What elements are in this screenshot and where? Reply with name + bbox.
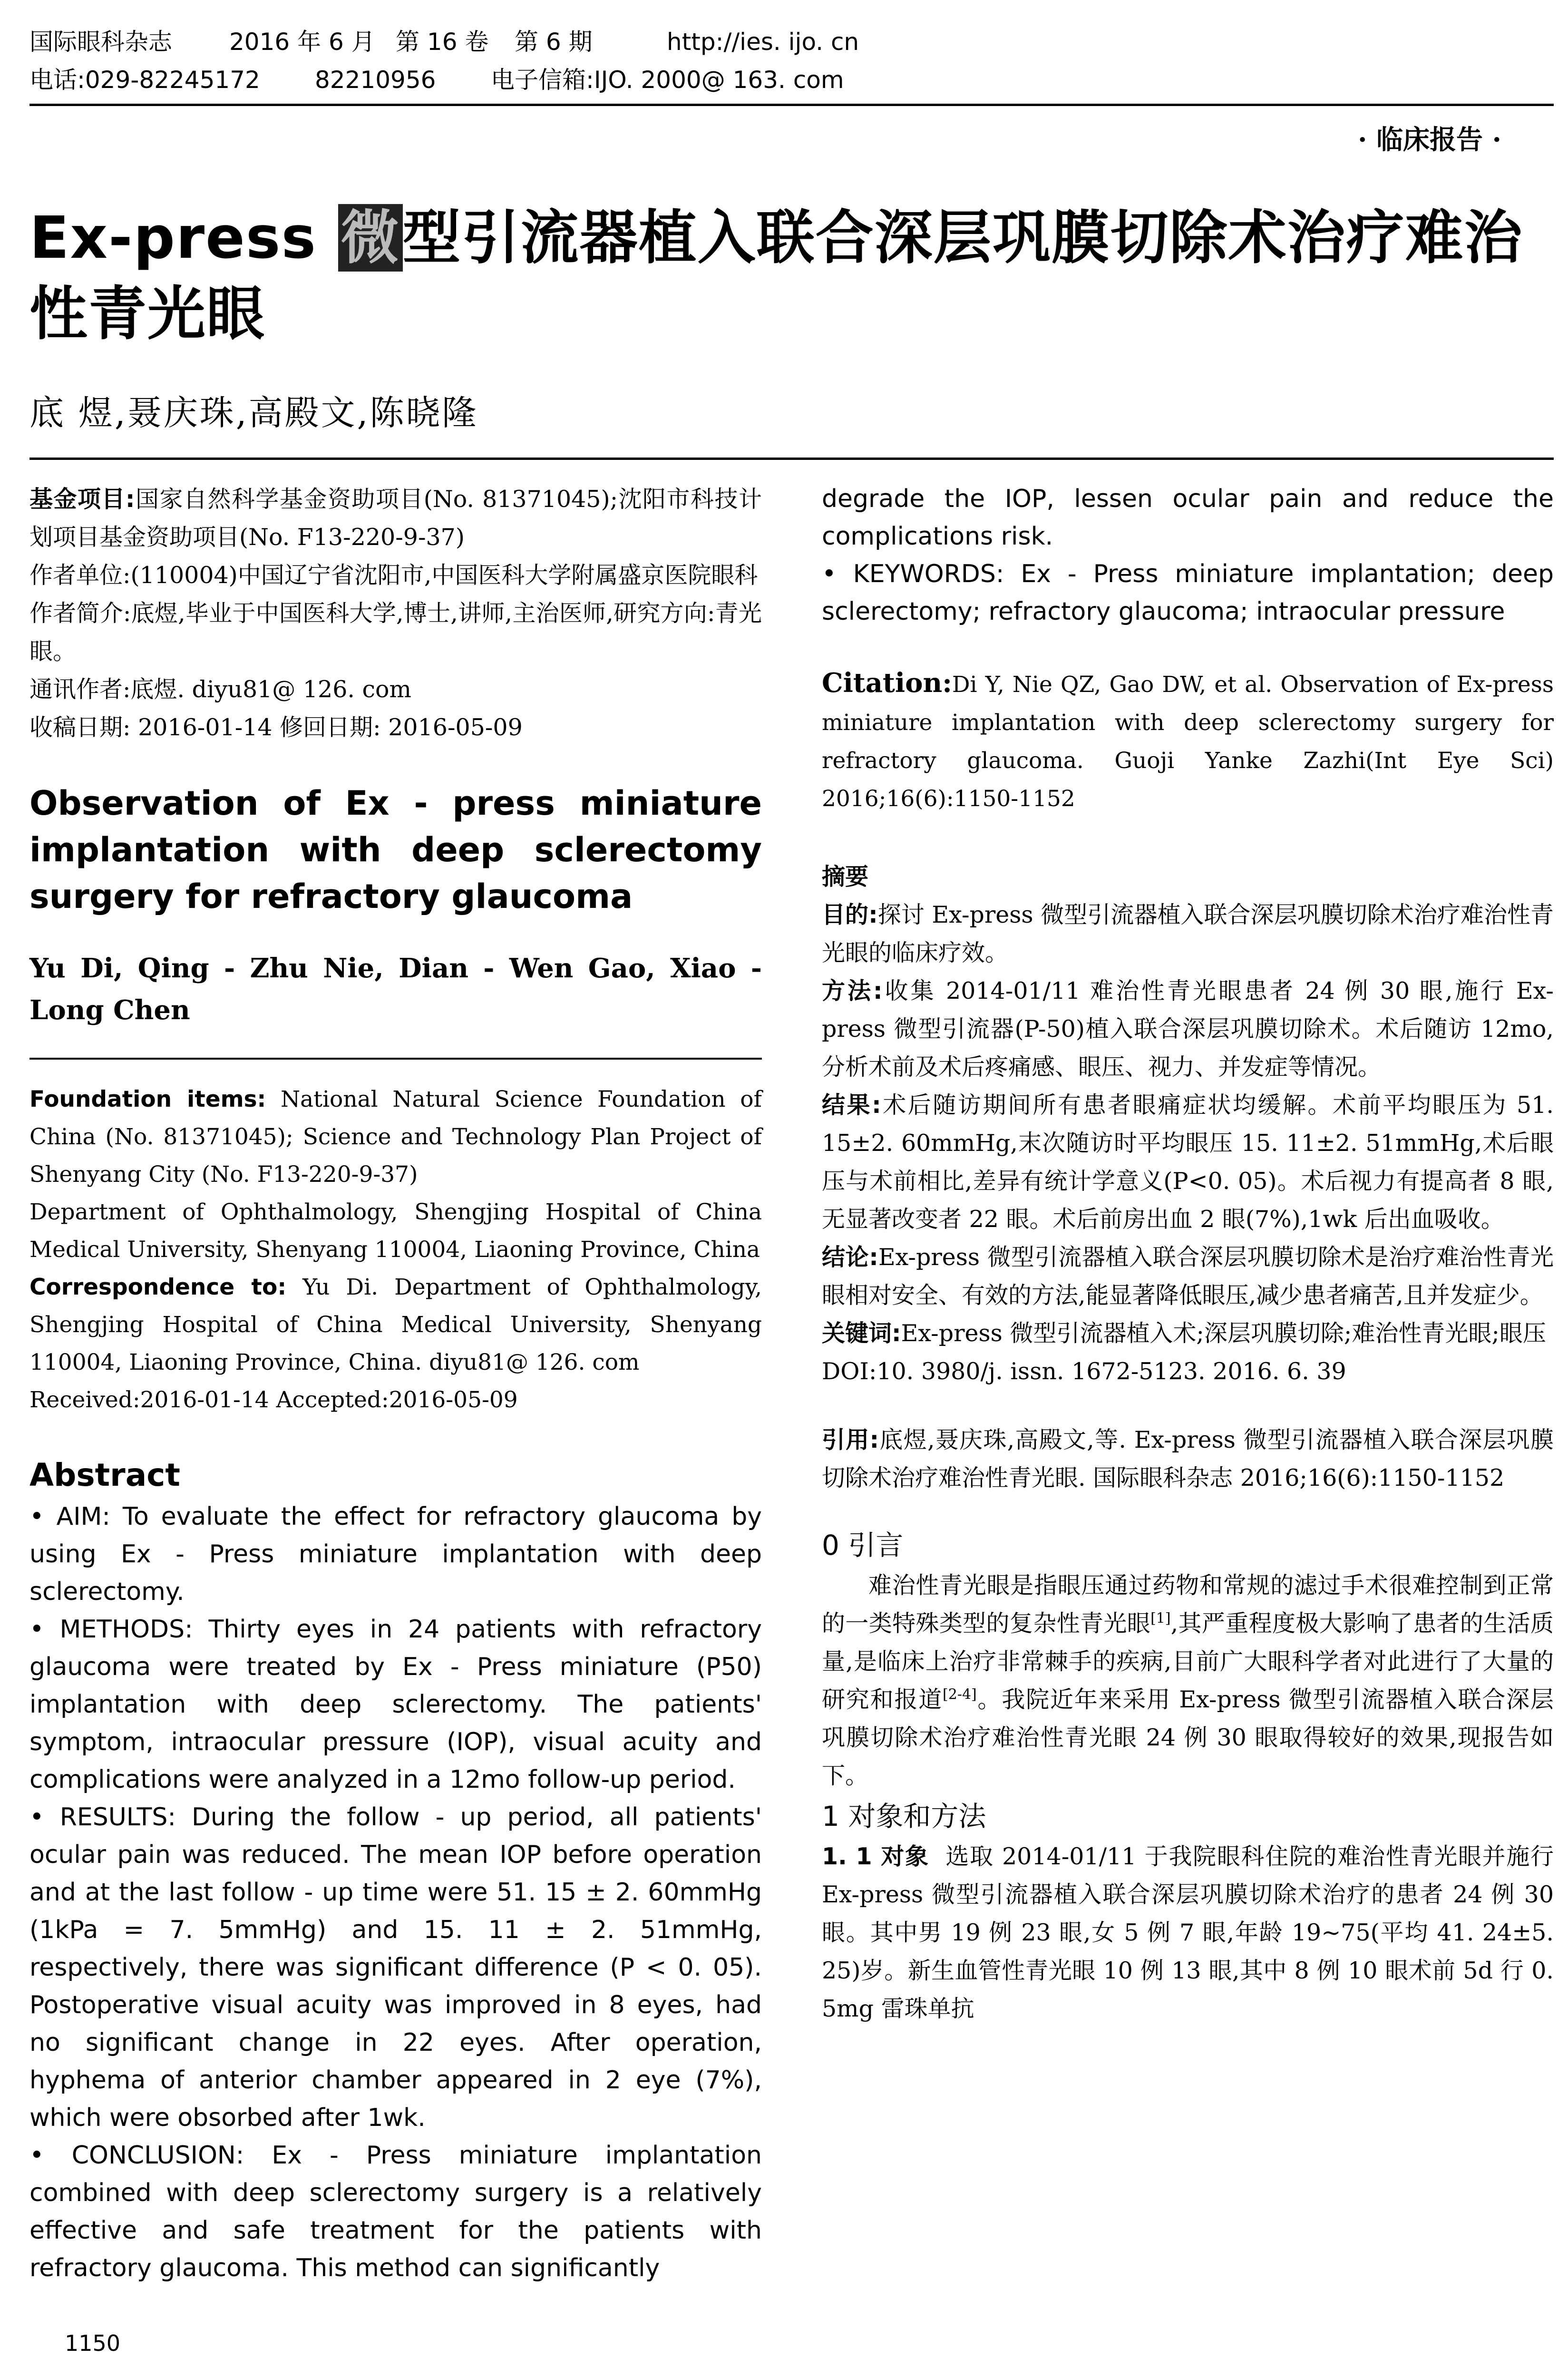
abstract-conclusion: • CONCLUSION: Ex - Press miniature implantation combined with deep sclerectomy surgery is a relatively effective and safe treatment for the patients with refractory glaucoma. This method can significantly [29,2141,762,2282]
journal-header [29,23,1554,99]
authors-cn: 底 煜,聂庆珠,高殿文,陈晓隆 [29,393,478,433]
abstract-methods: • METHODS: Thirty eyes in 24 patients with refractory glaucoma were treated by Ex - Press miniature (P50) implantation with deep sclerectomy. The patients' symptom, intraocular pressure (IOP), visual acuity and complications were analyzed in a 12mo follow-up period. [29,1615,762,1794]
author-bio-cn: 作者简介:底煜,毕业于中国医科大学,博士,讲师,主治医师,研究方向:青光眼。 [29,600,762,665]
methods-paragraph [822,1838,1561,2028]
header-rule [29,104,1554,106]
ref-cn-label: 引用: [822,1426,879,1453]
conclusion-cn-text: Ex-press 微型引流器植入联合深层巩膜切除术是治疗难治性青光眼相对安全、有效的方法,能显著降低眼压,减少患者痛苦,且并发症少。 [822,1244,1554,1309]
article-title-cn [29,200,1554,352]
correspondence-text: Yu Di. Department of Ophthalmology, Shengjing Hospital of China Medical University, Shenyang 110004, Liaoning Province, China. diyu81@ 126. com [29,1274,762,1375]
abstract-results: • RESULTS: During the follow - up period, all patients' ocular pain was reduced. The mean IOP before operation and at the last follow - up time were 51. 15 ± 2. 60mmHg (1kPa = 7. 5mmHg) and 15. 11 ± 2. 51mmHg, respectively, there was significant difference (P < 0. 05). Postoperative visual acuity was improved in 8 eyes, had no significant change in 22 eyes. After operation, hyphema of anterior chamber appeared in 2 eye (7%), which were obsorbed after 1wk. [29,1803,762,2132]
methods-sub-heading: 1. 1 对象 [822,1843,929,1870]
abstract-heading: Abstract [29,1457,180,1493]
funding-label: 基金项目: [29,486,135,513]
intro-paragraph [822,1567,1554,1795]
page-number: 1150 [65,2330,121,2356]
english-title: Observation of Ex - press miniature implantation with deep sclerectomy surgery for refractory glaucoma [29,784,762,916]
issue-date: 2016 年 6 月 [229,28,375,56]
intro-text-1: 难治性青光眼是指眼压通过药物和常规的滤过手术很难控制到正常的一类特殊类型的复杂性青光眼 [822,1572,1554,1637]
department-en: Department of Ophthalmology, Shengjing Hospital of China Medical University, Shenyang 110004, Liaoning Province, China [29,1199,762,1263]
section-tag: · 临床报告 · [1358,124,1501,156]
intro-heading: 0 引言 [822,1529,904,1561]
ref-sup-2: [2-4] [943,1686,977,1703]
aim-cn-label: 目的: [822,901,878,928]
methods-cn-text: 收集 2014-01/11 难治性青光眼患者 24 例 30 眼,施行 Ex-press 微型引流器(P-50)植入联合深层巩膜切除术。术后随访 12mo,分析术前及术后疼痛感、眼压、视力、并发症等情况。 [822,977,1554,1081]
funding-cn-line [29,480,762,556]
ref-sup-1: [1] [1150,1610,1171,1627]
foundation-label: Foundation items: [29,1086,266,1112]
abstract-cn-heading: 摘要 [822,863,869,890]
methods-heading: 1 对象和方法 [822,1800,986,1832]
english-authors: Yu Di, Qing - Zhu Nie, Dian - Wen Gao, Xiao - Long Chen [29,953,762,1026]
authors-rule [29,1058,762,1060]
title-dark-char: 微 [338,204,403,272]
doi[interactable]: DOI:10. 3980/j. issn. 1672-5123. 2016. 6. 39 [822,1358,1346,1385]
keywords: • KEYWORDS: Ex - Press miniature implantation; deep sclerectomy; refractory glaucoma; intraocular pressure [822,560,1554,626]
foundation-en-block [29,1081,762,1419]
left-column [29,480,762,2287]
conclusion-cn-label: 结论: [822,1244,878,1271]
methods-text: 选取 2014-01/11 于我院眼科住院的难治性青光眼并施行 Ex-press 微型引流器植入联合深层巩膜切除术治疗的患者 24 例 30 眼。其中男 19 例 23 眼,女 5 例 7 眼,年龄 19~75(平均 41. 24±5. 25)岁。新生血管性青光眼 10 例 13 眼,其中 8 例 10 眼术前 5d 行 0. 5mg 雷珠单抗 [822,1843,1561,2022]
phone: 电话:029-82245172 [29,66,260,94]
phone-2: 82210956 [315,66,436,94]
citation-label: Citation: [822,667,952,699]
foundation-text: National Natural Science Foundation of China (No. 81371045); Science and Technology Plan Project of Shenyang City (No. F13-220-9-37) [29,1086,762,1188]
abstract-conclusion-cont: degrade the IOP, lessen ocular pain and reduce the complications risk. [822,485,1554,551]
journal-name: 国际眼科杂志 [29,28,172,56]
email[interactable]: 电子信箱:IJO. 2000@ 163. com [491,66,844,94]
intro-text-3: 。我院近年来采用 Ex-press 微型引流器植入联合深层巩膜切除术治疗难治性青光眼 24 例 30 眼取得较好的效果,现报告如下。 [822,1686,1554,1789]
correspondence-cn: 通讯作者:底煜. diyu81@ 126. com [29,676,411,703]
results-cn-text: 术后随访期间所有患者眼痛症状均缓解。术前平均眼压为 51. 15±2. 60mmHg,末次随访时平均眼压 15. 11±2. 51mmHg,术后眼压与术前相比,差异有统计学意义(P<0. 05)。术后视力有提高者 8 眼,无显著改变者 22 眼。术后前房出血 2 眼(7%),1wk 后出血吸收。 [822,1091,1554,1233]
keywords-cn-text: Ex-press 微型引流器植入术;深层巩膜切除;难治性青光眼;眼压 [901,1320,1546,1347]
journal-url[interactable]: http://ies. ijo. cn [667,28,859,56]
right-column [822,480,1561,2028]
volume: 第 16 卷 [396,28,489,56]
funding-cn-block [29,480,762,747]
dates-en: Received:2016-01-14 Accepted:2016-05-09 [29,1387,518,1413]
funding-text: 国家自然科学基金资助项目(No. 81371045);沈阳市科技计划项目基金资助项目(No. F13-220-9-37) [29,486,762,551]
keywords-cn-label: 关键词: [822,1320,901,1347]
title-part-2: 型引流器植入联合深层巩膜切除术治疗难治性青光眼 [29,204,1523,348]
title-rule [29,458,1554,460]
results-cn-label: 结果: [822,1091,881,1119]
title-part-1: Ex-press [29,204,338,272]
dates-cn: 收稿日期: 2016-01-14 修回日期: 2016-05-09 [29,714,523,741]
intro-text-2: ,其严重程度极大影响了患者的生活质量,是临床上治疗非常棘手的疾病,目前广大眼科学者对此进行了大量的研究和报道 [822,1610,1554,1713]
correspondence-label: Correspondence to: [29,1274,287,1300]
methods-cn-label: 方法: [822,977,883,1004]
citation-text: Di Y, Nie QZ, Gao DW, et al. Observation of Ex-press miniature implantation with deep sclerectomy surgery for refractory glaucoma. Guoji Yanke Zazhi(Int Eye Sci) 2016;16(6):1150-1152 [822,672,1554,812]
abstract-aim: • AIM: To evaluate the effect for refractory glaucoma by using Ex - Press miniature implantation with deep sclerectomy. [29,1502,762,1606]
ref-cn-text: 底煜,聂庆珠,高殿文,等. Ex-press 微型引流器植入联合深层巩膜切除术治疗难治性青光眼. 国际眼科杂志 2016;16(6):1150-1152 [822,1426,1554,1491]
issue-number: 第 6 期 [515,28,593,56]
affiliation-cn: 作者单位:(110004)中国辽宁省沈阳市,中国医科大学附属盛京医院眼科 [29,562,758,589]
aim-cn-text: 探讨 Ex-press 微型引流器植入联合深层巩膜切除术治疗难治性青光眼的临床疗效。 [822,901,1554,966]
citation [822,664,1554,818]
